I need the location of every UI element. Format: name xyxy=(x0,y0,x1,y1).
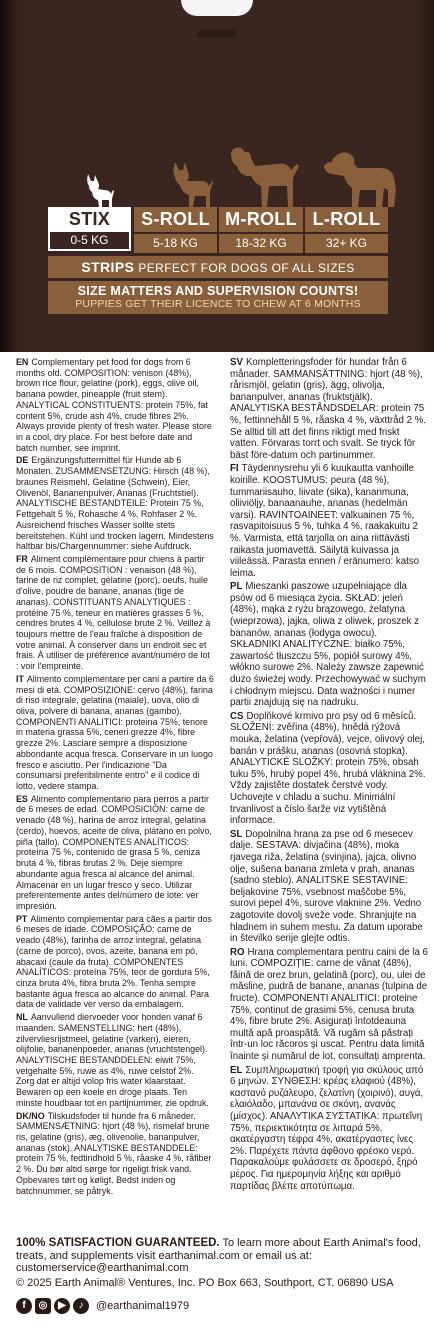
ingredients-text: Dopolnilna hrana za pse od 6 mesecev dalje. SESTAVA: divjačina (48%), moka rjavega riža, želatina (svinjina), jajca, olivno olje, sušena banana zmleta v prah, ananas (sadno steblo). ANALITSKE SESTAVINE: beljakovine 75%, vsebnost maščobe 5%, surovi pepel 4%, surove vlaknine 2%. Vedno zagotovite dovolj sveže vode. Shranjujte na hladnem in suhem mestu. Za datum uporabe in številko serije glejte odtis. xyxy=(230,828,423,945)
large-dog-icon xyxy=(318,150,400,208)
language-code: EN xyxy=(16,357,29,367)
ingredients-text: Alimento complementario para perros a partir de 6 meses de edad. COMPOSICIÓN: carne de venado (48 %), harina de arroz integral, gelatina (cerdo), huevos, aceite de oliva, plátano en polvo, piña (tallo). COMPONENTES ANALÍTICOS: proteína 75 %, contenido de grasa 5 %, ceniza bruta 4 %, fibras brutas 2 %. Deje siempre abundante agua fresca al alcance del animal. Almacenar en un lugar fresco y seco. Utilizar preferentemente antes del/número de lote: ver impresión. xyxy=(16,793,212,911)
language-code: FR xyxy=(16,553,28,564)
small-dog-icon xyxy=(80,172,116,208)
ingredients-text: Doplňkové krmivo pro psy od 6 měsíců. SLOŽENÍ: zvěřina (48%), hnědá rýžová mouka, želatina (vepřová), vejce, olivový olej, banán v prášku, ananas (osovná stopka). ANALYTICKÉ SLOŽKY: protein 75%, obsah tuku 5%, hrubý popel 4%, hrubá vláknina 2%. Vždy zajistěte dostatek čerstvé vody. Uchovejte v chladu a suchu. Minimální trvanlivost a číslo šarže viz vytištěná informace. xyxy=(230,710,426,827)
size-guide-panel xyxy=(0,0,434,352)
ingredients-ro xyxy=(230,947,428,1063)
size-lroll-name: L-ROLL xyxy=(305,207,388,232)
guarantee-block xyxy=(16,1237,421,1275)
ingredients-text: Mieszanki paszowe uzupełniające dla psów od 6 miesiąca życia. SKŁAD: jeleń (48%), mąka z ryżu brązowego, żelatyna (wieprzowa), jajka, oliwa z oliwek, proszek z bananów, ananas (łodyga owocu). SKŁADNIKI ANALITYCZNE: białko 75%, zawartość tłuszczu 5%, popiół surowy 4%, włókno surowe 2%. Należy zawsze zapewnić dużo świeżej wody. Przechowywać w suchym i chłodnym miejscu. Data ważności i numer partii znajdują się na nadruku. xyxy=(230,581,426,709)
ingredients-sv xyxy=(230,357,428,461)
strips-text: PERFECT FOR DOGS OF ALL SIZES xyxy=(138,261,355,275)
language-code: PT xyxy=(16,913,28,924)
ingredients-text: Ergänzungsfuttermittel für Hunde ab 6 Monaten. ZUSAMMENSETZUNG: Hirsch (48 %), braunes Reismehl, Gelatine (Schwein), Eier, Olivenöl, Bananenpulver, Ananas (Fruchtstiel). ANALYTISCHE BESTANDTEILE: Protein 75 %, Fettgehalt 5 %, Rohasche 4 %, Rohfaser 2 %. Ausreichend frisches Wasser sollte stets bereitstehen. Kühl und trocken lagern. Mindestens haltbar bis/Chargennummer: siehe Aufdruck. xyxy=(16,455,214,552)
strips-label: STRIPS xyxy=(81,259,135,275)
ingredients-text: Aanvullend diervoeder voor honden vanaf 6 maanden. SAMENSTELLING: hert (48%), zilvervliesrijstmeel, gelatine (varken), eieren, olijfolie, bananenpoeder, ananas (vruchtstengel). ANALYTISCHE BESTANDDELEN: eiwit 75%, vetgehalte 5%, ruwe as 4%, ruwe celstof 2%. Zorg dat er altijd volop fris water klaarstaat. Bewaren op een koele en droge plaats. Ten minste houdbaar tot en partijnummer, zie opdruk. xyxy=(16,1012,209,1108)
language-code: IT xyxy=(16,673,24,684)
ingredients-text: Alimento complementare per cani a partire da 6 mesi di età. COMPOSIZIONE: cervo (48%), farina di riso integrale, gelatina (maiale), uova, olio di oliva, polvere di banana, ananas (gambo). COMPONENTI ANALITICI: proteina 75%, tenore in materia grassa 5%, ceneri grezze 4%, fibre grezze 2%. Lasciare sempre a disposizione abbondante acqua fresca. Conservare in un luogo fresco e asciutto. Per l'indicazione "Da consumarsi preferibilmente entro" e il codice di lotto, vedere stampa. xyxy=(16,673,214,792)
language-code: DK/NO xyxy=(16,1110,45,1121)
ingredients-it xyxy=(16,674,214,792)
language-code: SL xyxy=(230,828,243,840)
copyright: © 2025 Earth Animal® Ventures, Inc. PO Box 663, Southport, CT. 06890 USA xyxy=(16,1277,394,1289)
ingredients-fr xyxy=(16,554,214,672)
panel-shadow-left xyxy=(0,0,20,352)
guarantee-headline: 100% SATISFACTION GUARANTEED. xyxy=(16,1237,220,1249)
strips-banner xyxy=(48,256,388,278)
ingredients-nl xyxy=(16,1012,214,1108)
language-code: DE xyxy=(16,455,29,466)
ingredients-pl xyxy=(230,581,428,709)
size-matters-banner xyxy=(48,281,388,314)
size-chart xyxy=(48,207,388,253)
language-code: NL xyxy=(16,1012,28,1023)
hang-hole xyxy=(181,0,253,16)
language-code: FI xyxy=(230,463,239,475)
size-matters-headline: SIZE MATTERS AND SUPERVISION COUNTS! xyxy=(77,284,359,298)
size-sroll-range: 5-18 KG xyxy=(134,232,217,253)
size-sroll-name: S-ROLL xyxy=(134,207,217,232)
ingredients-sl xyxy=(230,829,428,945)
ingredients-columns xyxy=(16,357,428,1196)
size-mroll-name: M-ROLL xyxy=(219,207,303,232)
hang-slot xyxy=(197,30,237,38)
facebook-icon[interactable]: f xyxy=(16,1298,32,1314)
size-stix-name: STIX xyxy=(48,207,131,232)
ingredients-text: Kompletteringsfoder för hundar från 6 månader. SAMMANSÄTTNING: hjort (48 %), rårismjöl, gelatin (gris), ägg, olivolja, bananpulver, ananas (fruktstjälk). ANALYTISKA BESTÅNDSDELAR: protein 75 %, fettinnehåll 5 %, råaska 4 %, växttråd 2 %. Se alltid till att det finns riktigt med friskt vatten. Förvaras torrt och svalt. Se tryck för bäst före-datum och partinummer. xyxy=(230,357,427,461)
small-medium-dog-icon xyxy=(165,160,215,208)
size-matters-subline: PUPPIES GET THEIR LICENCE TO CHEW AT 6 MONTHS xyxy=(75,298,361,310)
ingredients-text: Complementary pet food for dogs from 6 months old. COMPOSITION: venison (48%), brown rice flour, gelatine (pork), eggs, olive oil, banana powder, pineapple (fruit stem). ANALYTICAL CONSTITUENTS: protein 75%, fat content 5%, crude ash 4%, crude fibres 2%. Always provide plenty of fresh water. Please store in a cool, dry place. For best before date and batch number, see imprint. xyxy=(16,357,212,453)
ingredients-es xyxy=(16,794,214,912)
size-lroll-range: 32+ KG xyxy=(305,232,388,253)
social-links xyxy=(16,1296,189,1316)
guarantee-text: To learn more about Earth Animal's food, treats, and supplements visit earthanimal.com or email us at: customerservice@earthanimal.com xyxy=(16,1237,421,1274)
ingredients-en xyxy=(16,357,214,453)
size-mroll-range: 18-32 KG xyxy=(219,232,303,253)
panel-shadow-right xyxy=(414,0,434,352)
ingredients-cs xyxy=(230,711,428,827)
ingredients-text: Συμπληρωματική τροφή για σκύλους από 6 μηνών. ΣΥΝΘΕΣΗ: κρέας ελαφιού (48%), καστανό ρυζάλευρο, ζελατίνη (χοιρινό), αυγά, ελαιόλαδο, μπανάνα σε σκόνη, ανανάς (μίσχος). ΑΝΑΛΥΤΙΚΑ ΣΥΣΤΑΤΙΚΑ: πρωτεΐνη 75%, περιεκτικότητα σε λιπαρά 5%, ακατέργαστη τέφρα 4%, ακατέργαστες ίνες 2%. Παρέχετε πάντα άφθονο φρέσκο νερό. Παρακαλούμε φυλάσσετε σε δροσερό, ξηρό μέρος. Για ημερομηνία λήξης και αριθμό παρτίδας βλέπε αποτύπωμα. xyxy=(230,1064,424,1192)
youtube-icon[interactable]: ▶ xyxy=(54,1298,70,1314)
language-code: EL xyxy=(230,1064,243,1076)
language-code: CS xyxy=(230,710,244,722)
ingredients-pt xyxy=(16,914,214,1010)
size-lroll xyxy=(305,207,388,253)
medium-dog-icon xyxy=(225,144,301,208)
tiktok-icon[interactable]: ♪ xyxy=(73,1298,89,1314)
ingredients-column-right xyxy=(230,357,428,1194)
size-stix xyxy=(48,207,131,253)
ingredients-fi xyxy=(230,463,428,579)
ingredients-el xyxy=(230,1065,428,1193)
language-code: PL xyxy=(230,581,243,593)
ingredients-dk-no xyxy=(16,1111,214,1197)
ingredients-text: Alimento complementar para cães a partir dos 6 meses de idade. COMPOSIÇÃO: carne de veado (48%), farinha de arroz integral, gelatina (carne de porco), ovos, azeite, banana em pó, abacaxi (caule da fruta). COMPONENTES ANALÍTICOS: proteína 75%, teor de gordura 5%, cinza bruta 4%, fibra bruta 2%. Tenha sempre bastante água fresca ao alcance do animal. Para data de validade ver verso da embalagem. xyxy=(16,913,212,1010)
ingredients-de xyxy=(16,455,214,551)
ingredients-text: Aliment complémentaire pour chiens à partir de 6 mois. COMPOSITION : venaison (48 %), farine de riz complet, gélatine (porc), oeufs, huile d'olive, poudre de banane, ananas (tige de ananas). CONSTITUANTS ANALYTIQUES : protéine 75 %, teneur en matières grasses 5 %, cendres brutes 4 %, cellulose brute 2 %. Veillez à toujours mettre de l'eau fraîche à disposition de votre animal. À conserver dans un endroit sec et frais. À utiliser de préférence avant/numéro de lot : voir l'empreinte. xyxy=(16,553,211,672)
size-mroll xyxy=(219,207,303,253)
ingredients-column-left xyxy=(16,357,214,1198)
language-code: RO xyxy=(230,946,245,958)
instagram-icon[interactable]: ◎ xyxy=(35,1298,51,1314)
size-stix-range: 0-5 KG xyxy=(48,232,131,251)
ingredients-text: Täydennysrehu yli 6 kuukautta vanhoille koirille. KOOSTUMUS: peura (48 %), tummariisauho, liivate (sika), kananmuna, oliiviöljy, banaanauhe, ananas (hedelmän varsi). RAVINTOAINEET: valkuainen 75 %, rasvapitoisuus 5 %, tuhka 4 %, raakakuitu 2 %. Varmista, että tarjolla on aina riittävästi raikasta juomavettä. Säilytä kuivassa ja viileässä. Parasta ennen / eränumero: katso leima. xyxy=(230,463,420,579)
social-handle[interactable]: @earthanimal1979 xyxy=(96,1300,190,1312)
language-code: SV xyxy=(230,357,243,368)
ingredients-text: Tilskudsfoder til hunde fra 6 måneder. SAMMENSÆTNING: hjort (48 %), rismelaf brune ris, gelatine (gris), æg, olivenolie, bananpulver, ananas (stok). ANALYTISKE BESTANDDELE: protein 75 %, fedtindhold 5 %, råaske 4 %, råfiber 2 %. Du bør altid sørge for rigeligt frisk vand. Opbevares tørt og køligt. Bedst inden og batchnummer, se påtryk. xyxy=(16,1110,212,1196)
size-sroll xyxy=(134,207,217,253)
language-code: ES xyxy=(16,793,28,804)
ingredients-text: Hrana complementara pentru caini de la 6 luni. COMPOZIȚIE: carne de vânat (48%), făină de orez brun, gelatină (porc), ou, ulei de măsline, pudră de banane, ananas (tulpina de fructe). COMPONENTI ANALITICI: proteine 75%, continut de grasimi 5%, cenusa bruta 4%, fibre brute 2%. Asigurați întotdeauna multă apă proaspătă. Vă rugăm să păstrați într-un loc răcoros și uscat. Pentru data limită înainte și numărul de lot, consultați amprenta. xyxy=(230,946,428,1063)
